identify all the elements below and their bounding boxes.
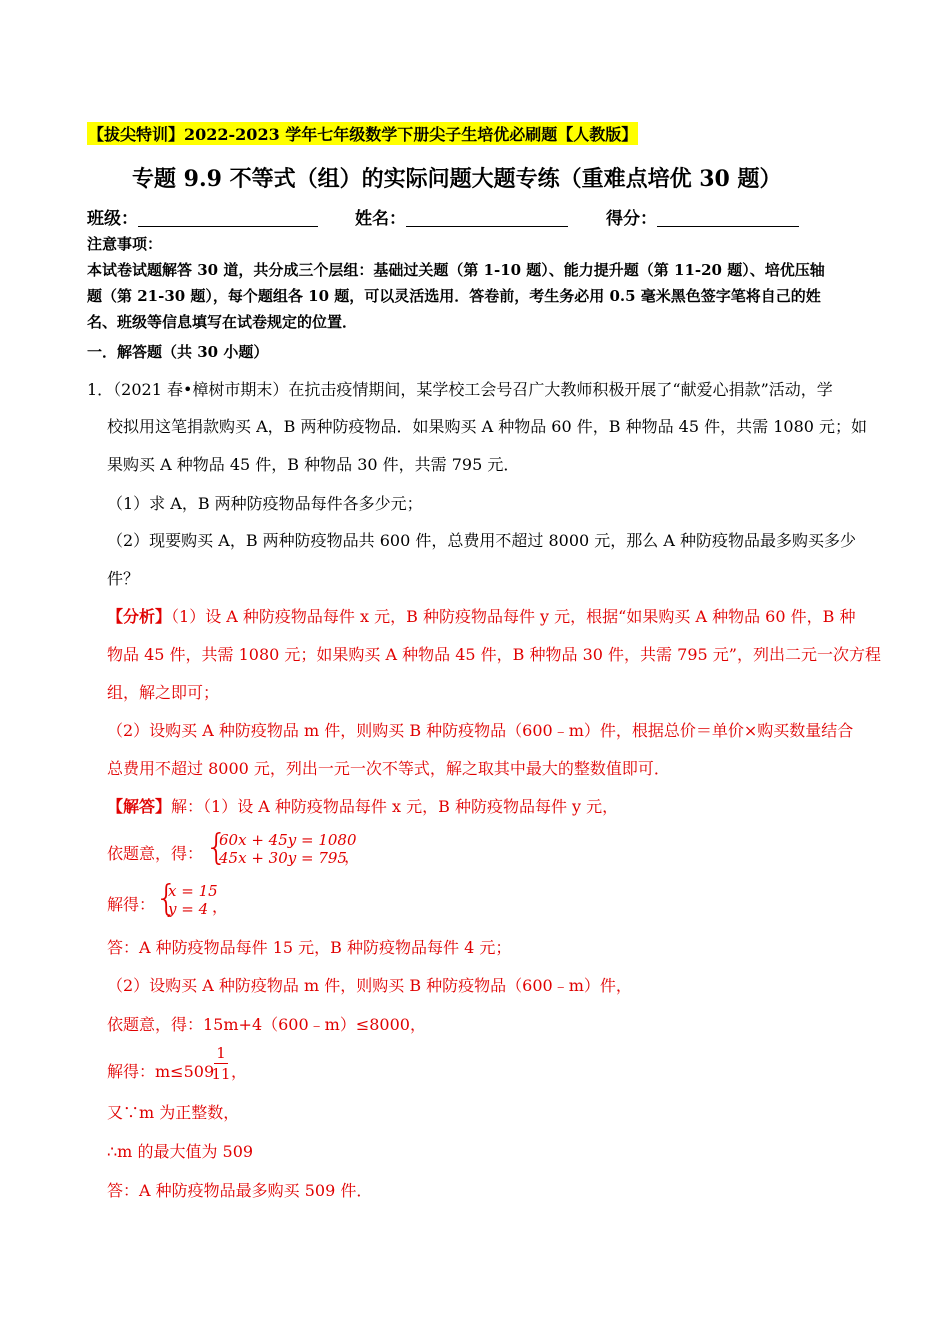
analysis-tag: 【分析】 [107,607,172,626]
equation-2: 45x + 30y = 795 [219,849,347,867]
therefore-line: ∴m 的最大值为 509 [107,1142,254,1161]
left-brace-icon: { [155,878,178,919]
score-label: 得分： [606,209,657,229]
solution-y: y = 4 [168,900,209,918]
equation-label: 依题意，得： [107,844,204,863]
solution-tag: 【解答】 [107,797,172,816]
name-blank [406,210,568,227]
analysis-line: 总费用不超过 8000 元，列出一元一次不等式，解之取其中最大的整数值即可． [107,759,670,778]
analysis-line: 【分析】（1）设 A 种防疫物品每件 x 元，B 种防疫物品每件 y 元，根据“如果购买 A 种物品 60 件，B 种 [107,607,856,626]
section-title: 一．解答题（共 30 小题） [87,343,269,361]
fraction-numerator: 1 [216,1044,226,1062]
score-field [606,204,799,229]
solution-line: （2）设购买 A 种防疫物品 m 件，则购买 B 种防疫物品（600﹣m）件， [107,976,632,995]
since-line: 又∵m 为正整数， [107,1103,240,1122]
solution-tail: ， [212,897,229,916]
inequality-result: 解得：m≤509 [107,1062,215,1081]
name-label: 姓名： [355,209,406,229]
series-banner: 【拔尖特训】2022-2023 学年七年级数学下册尖子生培优必刷题【人教版】 [87,122,638,145]
left-brace-icon: { [205,827,228,868]
question-part: （2）现要购买 A，B 两种防疫物品共 600 件，总费用不超过 8000 元，那么 A 种防疫物品最多购买多少 [107,531,856,550]
inequality-line: 依题意，得：15m+4（600﹣m）≤8000， [107,1015,426,1034]
class-label: 班级： [87,209,138,229]
document-title: 专题 9.9 不等式（组）的实际问题大题专练（重难点培优 30 题） [132,166,782,192]
solution-x: x = 15 [168,882,218,900]
result-label: 解得： [107,895,156,914]
fraction-bar [214,1063,228,1064]
answer-line: 答：A 种防疫物品最多购买 509 件． [107,1181,373,1200]
equation-1: 60x + 45y = 1080 [219,831,357,849]
analysis-line: 组，解之即可； [107,683,220,702]
score-blank [657,210,799,227]
solution-line: 【解答】解：（1）设 A 种防疫物品每件 x 元，B 种防疫物品每件 y 元， [107,797,619,816]
analysis-line: 物品 45 件，共需 1080 元；如果购买 A 种物品 45 件，B 种物品 30 件，共需 795 元”，列出二元一次方程 [107,645,881,664]
notes-heading: 注意事项： [87,235,163,253]
question-line: 1．（2021 春•樟树市期末）在抗击疫情期间，某学校工会号召广大教师积极开展了“献爱心捐款”活动，学 [87,380,833,399]
class-field [87,204,318,229]
equation-tail: ， [344,847,361,866]
question-line: 校拟用这笔捐款购买 A，B 两种防疫物品．如果购买 A 种物品 60 件，B 种物品 45 件，共需 1080 元；如 [107,417,868,436]
question-line: 果购买 A 种物品 45 件，B 种物品 30 件，共需 795 元． [107,455,520,474]
analysis-line: （2）设购买 A 种防疫物品 m 件，则购买 B 种防疫物品（600﹣m）件，根据总价＝单价×购买数量结合 [107,721,854,740]
question-part: （1）求 A，B 两种防疫物品每件各多少元； [107,494,423,513]
result-tail: ， [231,1062,248,1081]
notes-line: 名、班级等信息填写在试卷规定的位置． [87,313,358,331]
notes-line: 本试卷试题解答 30 道，共分成三个层组：基础过关题（第 1-10 题）、能力提升题（第 11-20 题）、培优压轴 [87,261,825,279]
notes-line: 题（第 21-30 题），每个题组各 10 题，可以灵活选用．答卷前，考生务必用 0.5 毫米黑色签字笔将自己的姓 [87,287,821,305]
answer-line: 答：A 种防疫物品每件 15 元，B 种防疫物品每件 4 元； [107,938,512,957]
question-part: 件？ [107,569,140,588]
fraction-denominator: 11 [211,1065,231,1083]
fraction [211,1044,231,1083]
class-blank [138,210,318,227]
name-field [355,204,568,229]
